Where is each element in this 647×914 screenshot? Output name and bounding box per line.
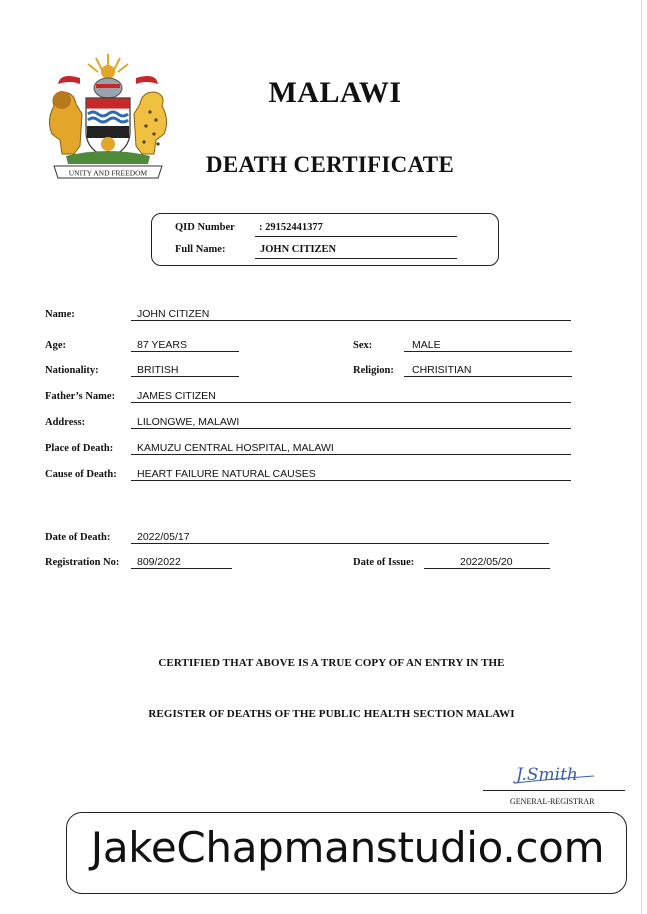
father-label: Father’s Name: xyxy=(45,391,116,402)
registration-label: Registration No: xyxy=(45,557,120,568)
fullname-value: JOHN CITIZEN xyxy=(260,244,337,255)
signature-line xyxy=(483,790,625,791)
sex-underline xyxy=(404,351,572,352)
age-underline xyxy=(131,351,239,352)
fullname-label: Full Name: xyxy=(175,244,226,255)
svg-text:J.Smith: J.Smith xyxy=(516,765,578,785)
date-of-death-value: 2022/05/17 xyxy=(137,531,190,543)
age-value: 87 YEARS xyxy=(137,339,188,351)
fullname-underline xyxy=(255,258,457,259)
certification-line-2: REGISTER OF DEATHS OF THE PUBLIC HEALTH SECTION MALAWI xyxy=(148,708,515,720)
place-of-death-value: KAMUZU CENTRAL HOSPITAL, MALAWI xyxy=(137,442,334,454)
qid-value: : 29152441377 xyxy=(259,222,323,233)
document-title: DEATH CERTIFICATE xyxy=(205,152,455,177)
registration-underline xyxy=(131,568,232,569)
cause-of-death-underline xyxy=(131,480,571,481)
religion-label: Religion: xyxy=(353,365,394,376)
place-of-death-label: Place of Death: xyxy=(45,443,114,454)
date-of-death-label: Date of Death: xyxy=(45,532,111,543)
nationality-underline xyxy=(131,376,239,377)
cause-of-death-value: HEART FAILURE NATURAL CAUSES xyxy=(137,468,316,480)
address-value: LILONGWE, MALAWI xyxy=(137,416,240,428)
name-label: Name: xyxy=(45,309,75,320)
date-of-issue-label: Date of Issue: xyxy=(353,557,415,568)
sex-value: MALE xyxy=(412,339,441,351)
certification-line-1: CERTIFIED THAT ABOVE IS A TRUE COPY OF AN ENTRY IN THE xyxy=(158,657,505,669)
nationality-value: BRITISH xyxy=(137,364,179,376)
date-of-issue-underline xyxy=(424,568,550,569)
age-label: Age: xyxy=(45,340,66,351)
father-value: JAMES CITIZEN xyxy=(137,390,216,402)
religion-underline xyxy=(404,376,572,377)
nationality-label: Nationality: xyxy=(45,365,99,376)
address-label: Address: xyxy=(45,417,86,428)
cause-of-death-label: Cause of Death: xyxy=(45,469,117,480)
date-of-issue-value: 2022/05/20 xyxy=(460,556,513,568)
coat-of-arms-emblem xyxy=(40,50,176,182)
registration-value: 809/2022 xyxy=(137,556,181,568)
country-heading: MALAWI xyxy=(268,76,402,109)
watermark-box xyxy=(66,812,627,894)
sex-label: Sex: xyxy=(353,340,373,351)
father-underline xyxy=(131,402,571,403)
address-underline xyxy=(131,428,571,429)
id-box xyxy=(151,213,499,266)
date-of-death-underline xyxy=(131,543,549,544)
qid-label: QID Number xyxy=(175,222,235,233)
registrar-signature xyxy=(512,760,598,788)
qid-underline xyxy=(255,236,457,237)
watermark-text: JakeChapmanstudio.com xyxy=(90,823,605,872)
place-of-death-underline xyxy=(131,454,571,455)
emblem-motto: UNITY AND FREEDOM xyxy=(68,168,148,178)
registrar-role: GENERAL-REGISTRAR xyxy=(510,797,595,806)
page-right-edge xyxy=(641,0,642,914)
name-underline xyxy=(131,320,571,321)
religion-value: CHRISITIAN xyxy=(412,364,472,376)
name-value: JOHN CITIZEN xyxy=(137,308,210,320)
